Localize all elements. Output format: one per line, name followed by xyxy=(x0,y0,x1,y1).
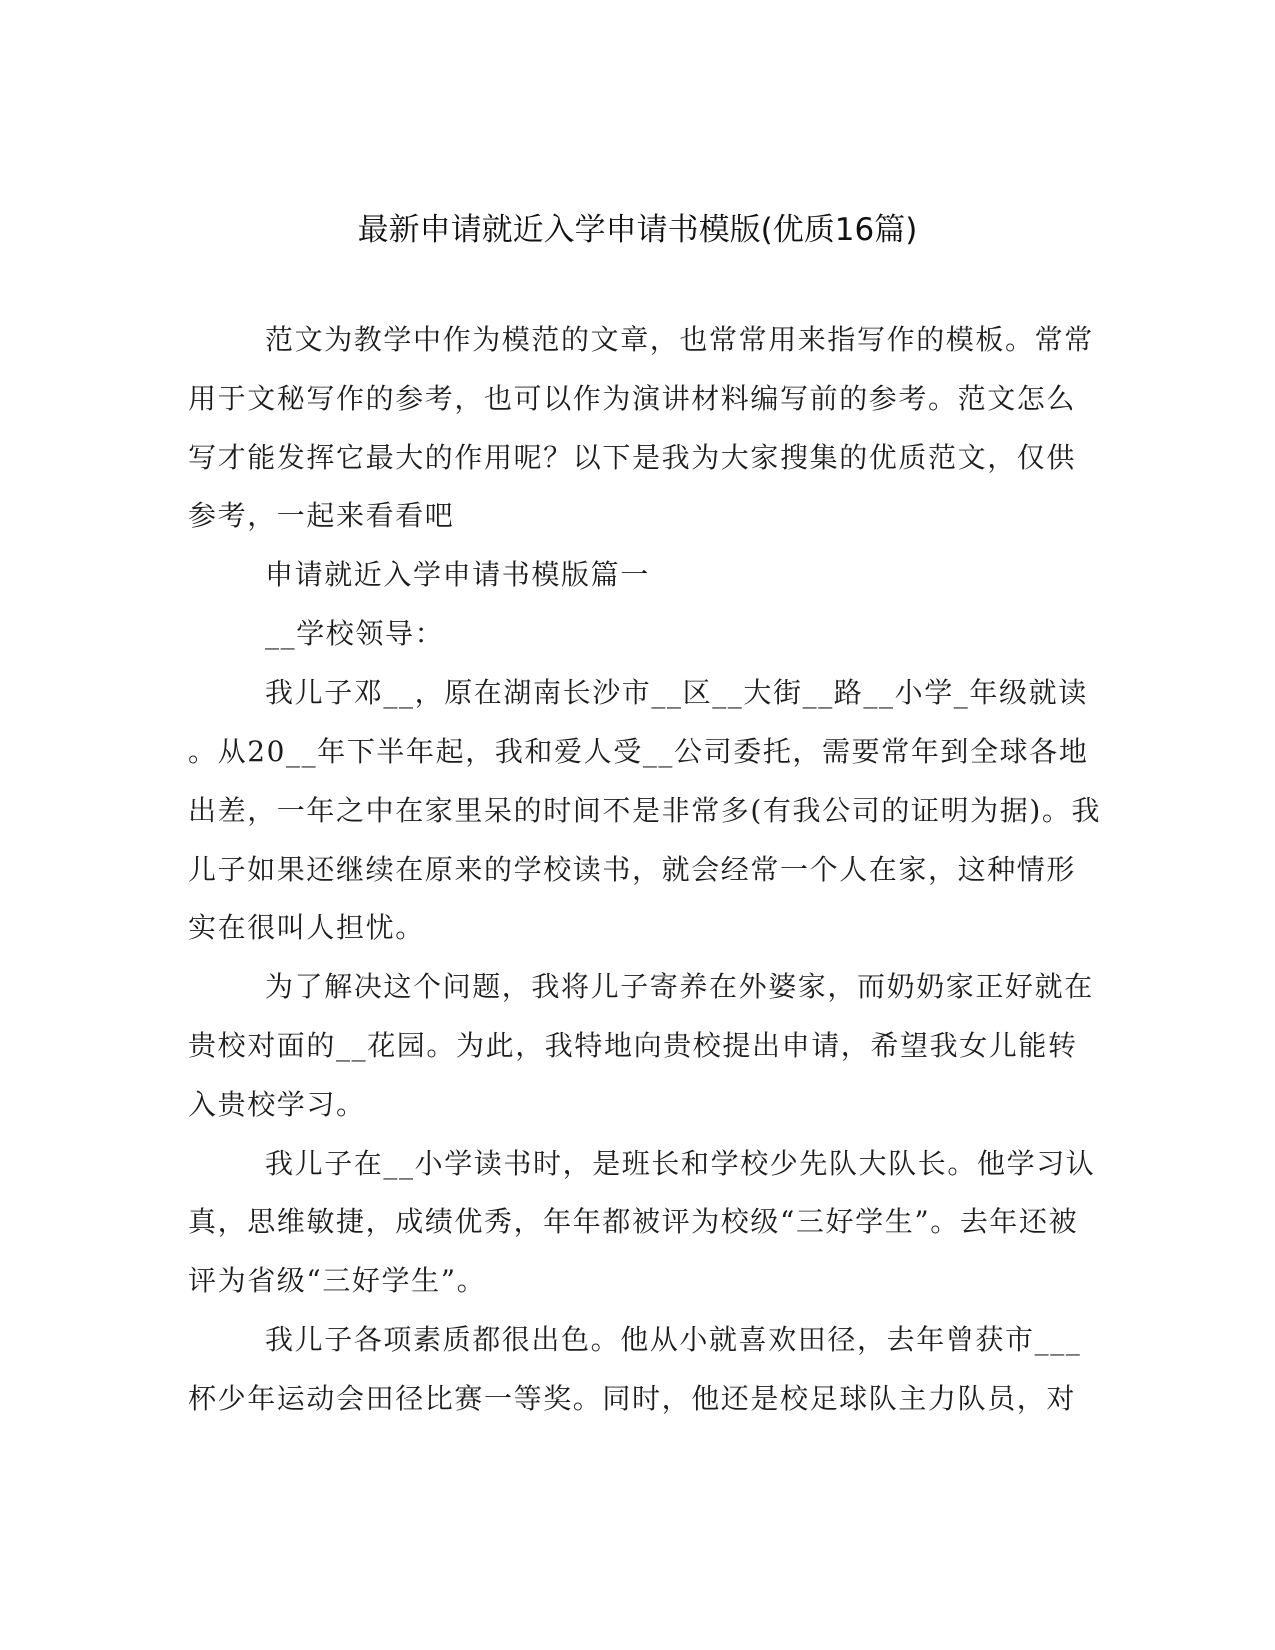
body-line-1: 我儿子邓__，原在湖南长沙市__区__大街__路__小学_年级就读 xyxy=(265,676,1088,709)
body-line-12: 我儿子各项素质都很出色。他从小就喜欢田径，去年曾获市___ xyxy=(265,1323,1082,1356)
document-title: 最新申请就近入学申请书模版(优质16篇) xyxy=(357,212,918,248)
body-line-13: 杯少年运动会田径比赛一等奖。同时，他还是校足球队主力队员，对 xyxy=(188,1382,1077,1415)
body-line-2: 。从20__年下半年起，我和爱人受__公司委托，需要常年到全球各地 xyxy=(188,735,1089,768)
section-heading: 申请就近入学申请书模版篇一 xyxy=(265,558,650,591)
intro-line-3: 写才能发挥它最大的作用呢？以下是我为大家搜集的优质范文，仅供 xyxy=(188,441,1077,474)
body-line-11: 评为省级“三好学生”。 xyxy=(188,1264,487,1297)
salutation: __学校领导： xyxy=(265,617,445,650)
intro-line-1: 范文为教学中作为模范的文章，也常常用来指写作的模板。常常 xyxy=(265,323,1094,356)
body-line-8: 入贵校学习。 xyxy=(188,1088,366,1121)
body-line-10: 真，思维敏捷，成绩优秀，年年都被评为校级“三好学生”。去年还被 xyxy=(188,1205,1079,1238)
body-line-3: 出差，一年之中在家里呆的时间不是非常多(有我公司的证明为据)。我 xyxy=(188,794,1102,827)
body-line-5: 实在很叫人担忧。 xyxy=(188,911,425,944)
body-line-4: 儿子如果还继续在原来的学校读书，就会经常一个人在家，这种情形 xyxy=(188,853,1077,886)
body-line-6: 为了解决这个问题，我将儿子寄养在外婆家，而奶奶家正好就在 xyxy=(265,970,1094,1003)
intro-line-4: 参考，一起来看看吧 xyxy=(188,499,455,532)
body-line-7: 贵校对面的__花园。为此，我特地向贵校提出申请，希望我女儿能转 xyxy=(188,1029,1078,1062)
intro-line-2: 用于文秘写作的参考，也可以作为演讲材料编写前的参考。范文怎么 xyxy=(188,382,1077,415)
body-line-9: 我儿子在__小学读书时，是班长和学校少先队大队长。他学习认 xyxy=(265,1147,1096,1180)
